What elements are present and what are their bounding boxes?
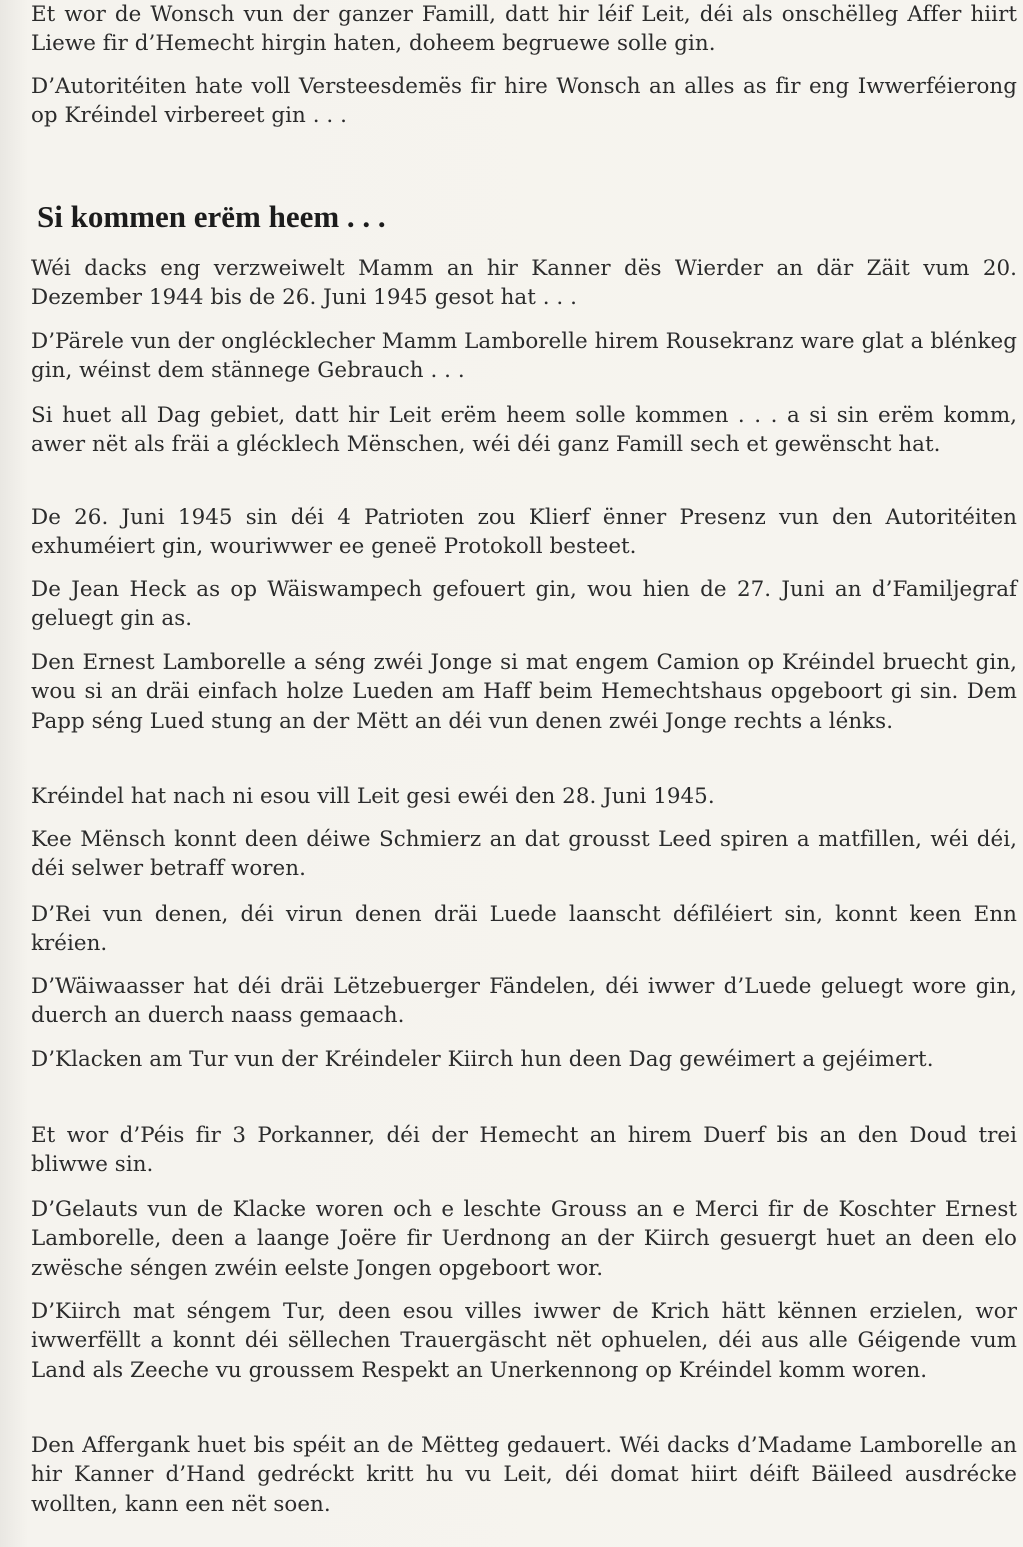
section-paragraph-9: D’Rei vun denen, déi virun denen dräi Luede laanscht défiléiert sin, konnt keen Enn kréien. [31, 902, 1017, 957]
section-paragraph-10: D’Wäiwaasser hat déi dräi Lëtzebuerger Fändelen, déi iwwer d’Luede geluegt wore gin, duerch an duerch naass gemaach. [31, 974, 1017, 1029]
section-paragraph-4: De 26. Juni 1945 sin déi 4 Patrioten zou Klierf ënner Presenz vun den Autoritéiten exhuméiert gin, wouriwwer ee geneë Protokoll besteet. [31, 505, 1017, 560]
section-paragraph-3: Si huet all Dag gebiet, datt hir Leit erëm heem solle kommen . . . a si sin erëm komm, awer nët als fräi a glécklech Mënschen, wéi déi ganz Famill sech et gewënscht hat. [31, 403, 1017, 458]
section-paragraph-2: D’Pärele vun der onglécklecher Mamm Lamborelle hirem Rousekranz ware glat a blénkeg gin, wéinst dem stännege Gebrauch . . . [31, 329, 1017, 384]
section-paragraph-6: Den Ernest Lamborelle a séng zwéi Jonge si mat engem Camion op Kréindel bruecht gin, wou si an dräi einfach holze Lueden am Haff beim Hemechtshaus opgeboort gi sin. Dem Papp séng Lued stung an der Mëtt an déi vun denen zwéi Jonge rechts a lénks. [31, 650, 1017, 734]
section-paragraph-5: De Jean Heck as op Wäiswampech gefouert gin, wou hien de 27. Juni an d’Familjegraf geluegt gin as. [31, 577, 1017, 632]
section-paragraph-15: Den Affergank huet bis spéit an de Mëtteg gedauert. Wéi dacks d’Madame Lamborelle an hir Kanner d’Hand gedréckt kritt hu vu Leit, déi domat hiirt déift Bäileed ausdrécke wollten, kann een nët soen. [31, 1433, 1017, 1517]
section-paragraph-11: D’Klacken am Tur vun der Kréindeler Kiirch hun deen Dag gewéimert a gejéimert. [31, 1047, 934, 1072]
section-heading: Si kommen erëm heem . . . [37, 199, 386, 234]
section-paragraph-12: Et wor d’Péis fir 3 Porkanner, déi der Hemecht an hirem Duerf bis an den Doud trei bliwwe sin. [31, 1123, 1017, 1178]
section-paragraph-1: Wéi dacks eng verzweiwelt Mamm an hir Kanner dës Wierder an där Zäit vum 20. Dezember 1944 bis de 26. Juni 1945 gesot hat . . . [31, 256, 1017, 311]
section-paragraph-13: D’Gelauts vun de Klacke woren och e leschte Grouss an e Merci fir de Koschter Ernest Lamborelle, deen a laange Joëre fir Uerdnong an der Kiirch gesuergt huet an deen elo zwësche séngen zwéin eelste Jongen opgeboort wor. [31, 1197, 1017, 1281]
section-paragraph-7: Kréindel hat nach ni esou vill Leit gesi ewéi den 28. Juni 1945. [31, 784, 715, 809]
section-paragraph-8: Kee Mënsch konnt deen déiwe Schmierz an dat grousst Leed spiren a matfillen, wéi déi, déi selwer betraff woren. [31, 827, 1017, 882]
intro-paragraph-2: D’Autoritéiten hate voll Versteesdemës fir hire Wonsch an alles as fir eng Iwwerféierong op Kréindel virbereet gin . . . [31, 74, 1017, 129]
section-paragraph-14: D’Kiirch mat séngem Tur, deen esou villes iwwer de Krich hätt kënnen erzielen, wor iwwerfëllt a konnt déi sëllechen Trauergäscht nët ophuelen, déi aus alle Géigende vum Land als Zeeche vu groussem Respekt an Unerkennong op Kréindel komm woren. [31, 1299, 1017, 1383]
intro-paragraph-1: Et wor de Wonsch vun der ganzer Famill, datt hir léif Leit, déi als onschëlleg Affer hiirt Liewe fir d’Hemecht hirgin haten, doheem begruewe solle gin. [31, 2, 1017, 57]
